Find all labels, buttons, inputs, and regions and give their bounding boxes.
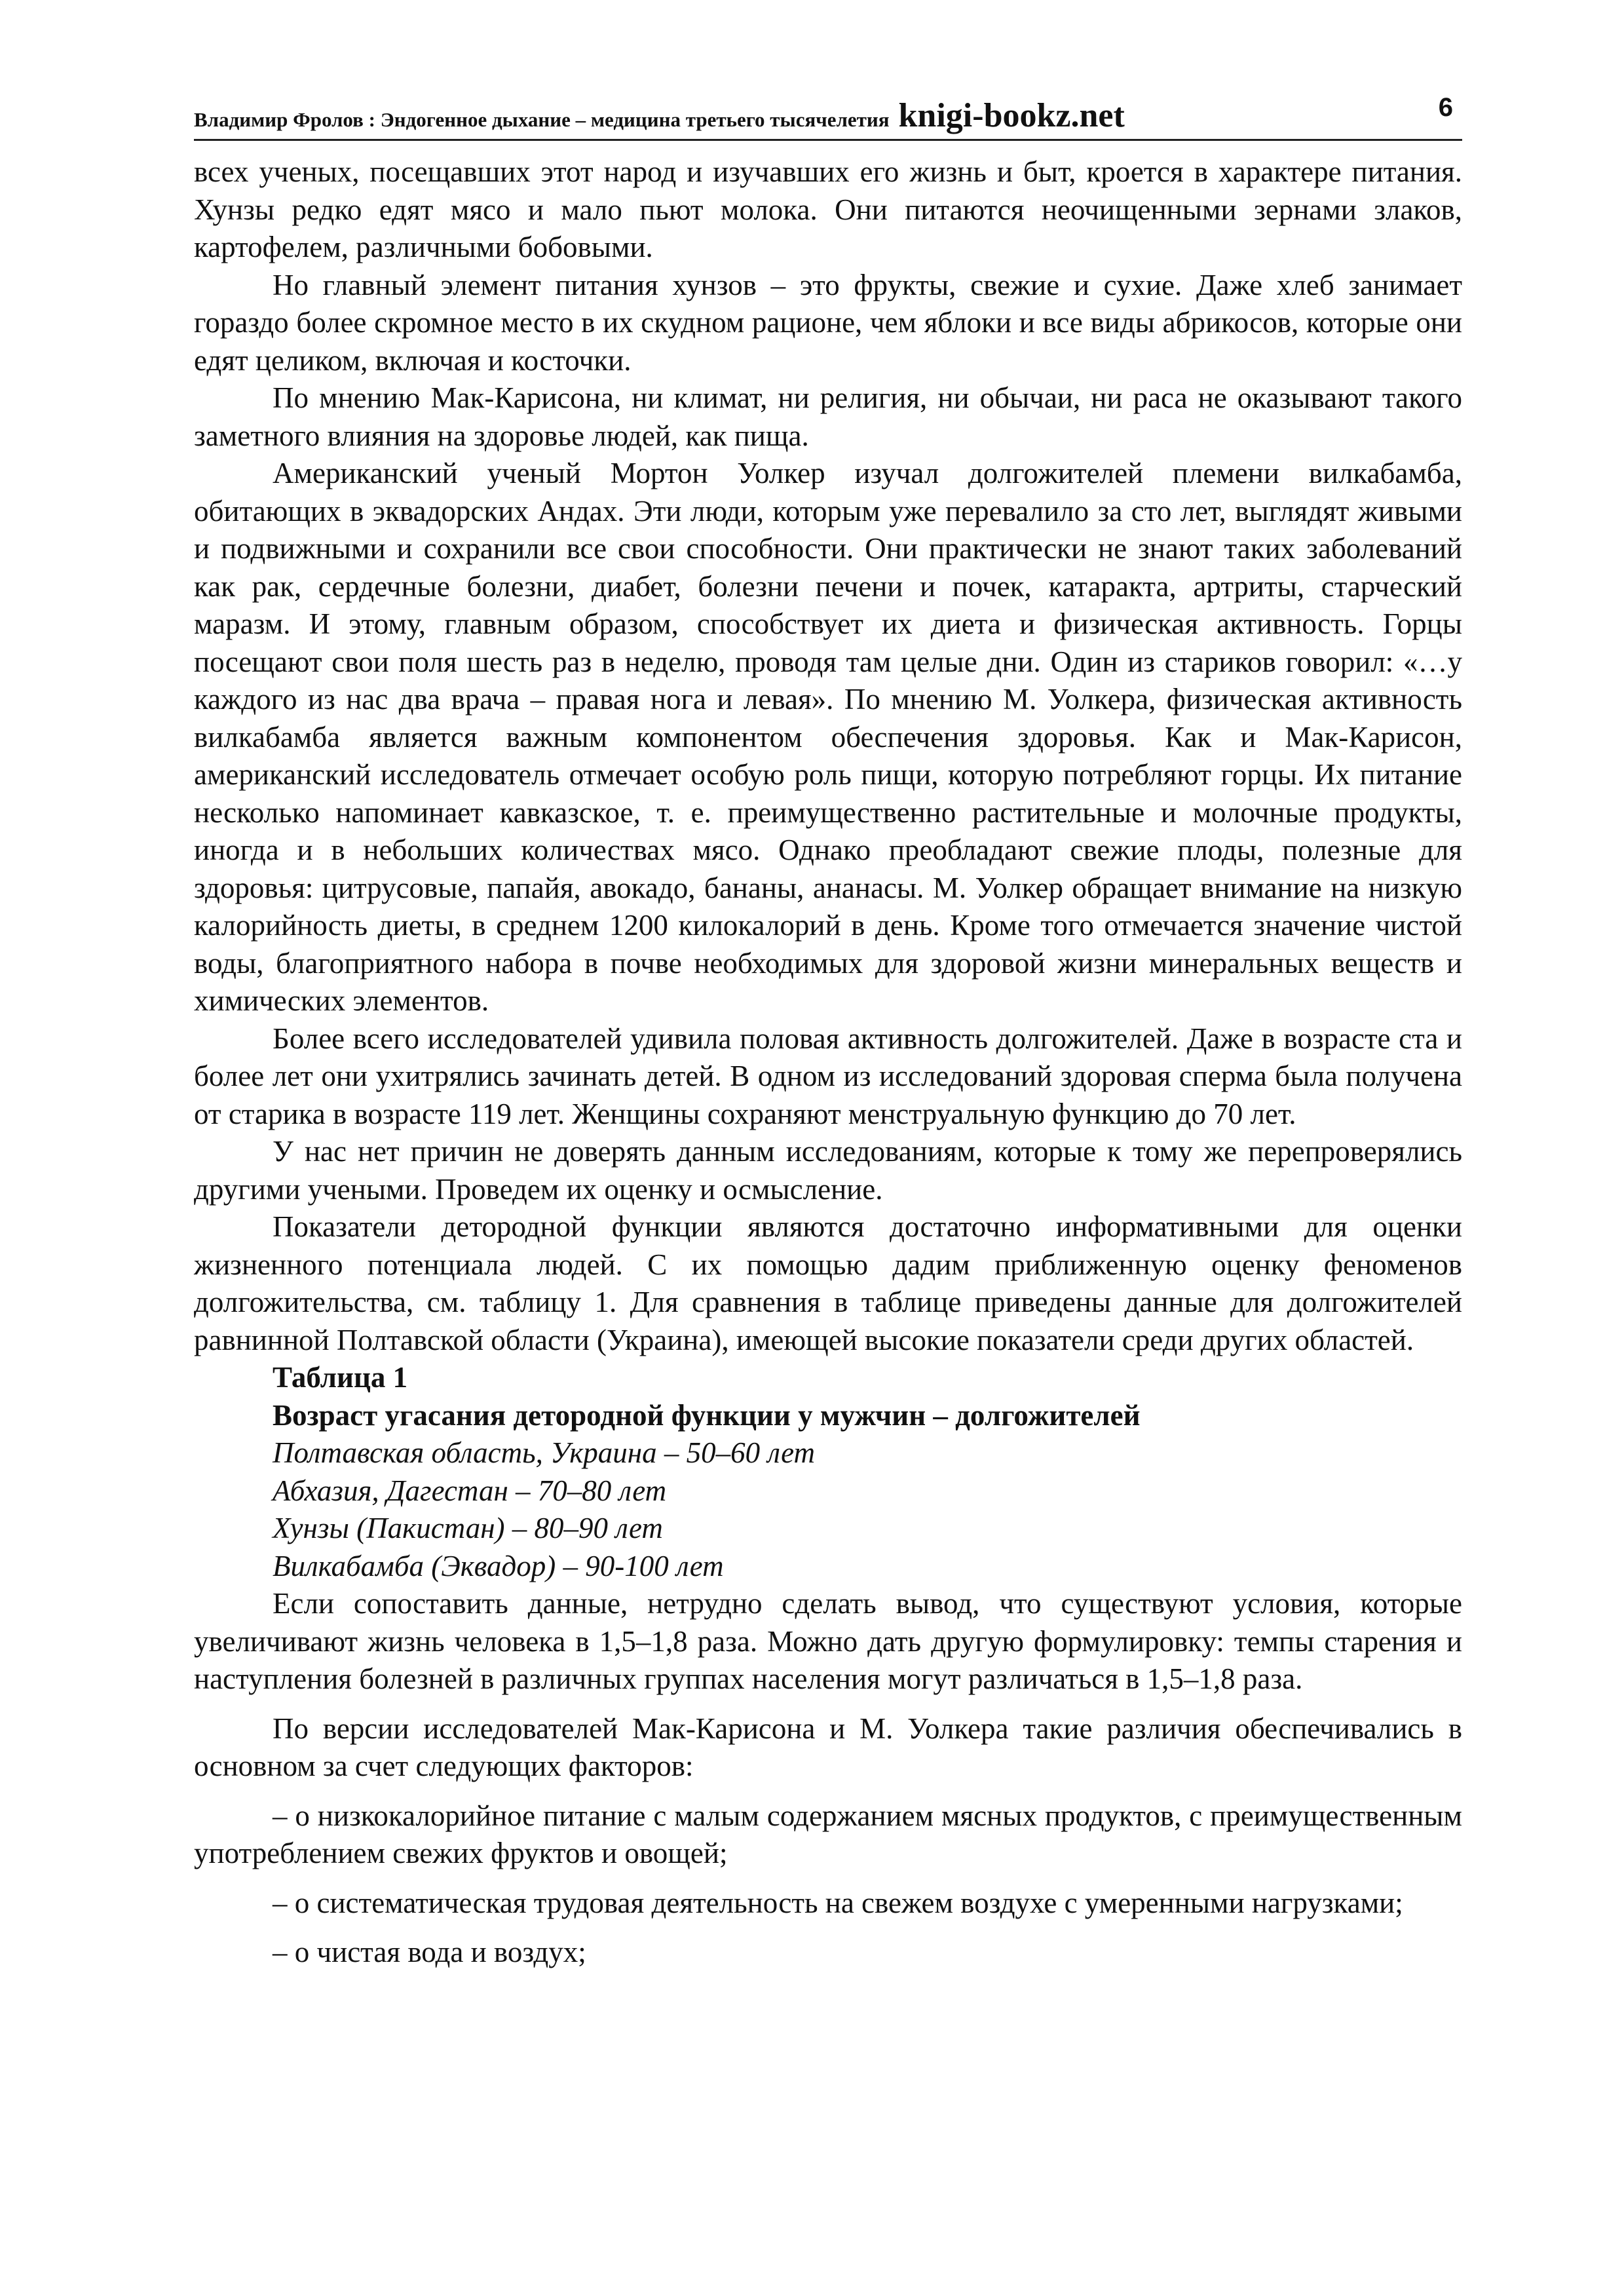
running-head-title: Владимир Фролов : Эндогенное дыхание – медицина третьего тысячелетия [194,108,890,131]
table-label: Таблица 1 [273,1361,408,1394]
table-row: Хунзы (Пакистан) – 80–90 лет [273,1512,663,1544]
paragraph-gap [194,1873,1462,1885]
paragraph: Показатели детородной функции являются достаточно информативными для оценки жизненного потенциала людей. С их помощью дадим приближенную оценку феноменов долгожительства, см. таблицу 1. Для сравнения в таблице приведены данные для долгожителей равнинной Полтавской области (Украина), имеющей высокие показатели среди других областей. [194,1210,1462,1356]
paragraph-gap [194,1922,1462,1934]
paragraph: По мнению Мак-Карисона, ни климат, ни религия, ни обычаи, ни раса не оказывают такого заметного влияния на здоровье людей, как пища. [194,381,1462,452]
list-item: – о низкокалорийное питание с малым содержанием мясных продуктов, с преимущественным употреблением свежих фруктов и овощей; [194,1799,1462,1869]
paragraph-gap [194,1786,1462,1797]
paragraph: Американский ученый Мортон Уолкер изучал долгожителей племени вилкабамба, обитающих в эквадорских Андах. Эти люди, которым уже перевалило за сто лет, выглядят живыми и подвижными и сохранили все свои способности. Они практически не знают таких заболеваний как рак, сердечные болезни, диабет, болезни печени и почек, катаракта, артриты, старческий маразм. И этому, главным образом, способствует их диета и физическая активность. Горцы посещают свои поля шесть раз в неделю, проводя там целые дни. Один из стариков говорил: «…у каждого из нас два врача – правая нога и левая». По мнению М. Уолкера, физическая активность вилкабамба является важным компонентом обеспечения здоровья. Как и Мак-Карисон, американский исследователь отмечает особую роль пищи, которую потребляют горцы. Их питание несколько напоминает кавказское, т. е. преимущественно растительные и молочные продукты, иногда и в небольших количествах мясо. Однако преобладают свежие плоды, полезные для здоровья: цитрусовые, папайя, авокадо, бананы, ананасы. М. Уолкер обращает внимание на низкую калорийность диеты, в среднем 1200 килокалорий в день. Кроме того отмечается значение чистой воды, благоприятного набора в почве необходимых для здоровой жизни минеральных веществ и химических элементов. [194,457,1462,1017]
page-number: 6 [1438,93,1453,122]
paragraph: Если сопоставить данные, нетрудно сделать вывод, что существуют условия, которые увеличивают жизнь человека в 1,5–1,8 раза. Можно дать другую формулировку: темпы старения и наступления болезней в различных группах населения могут различаться в 1,5–1,8 раза. [194,1587,1462,1695]
running-head [194,96,1125,135]
table-row: Полтавская область, Украина – 50–60 лет [273,1436,815,1469]
paragraph: По версии исследователей Мак-Карисона и М. Уолкера такие различия обеспечивались в основном за счет следующих факторов: [194,1712,1462,1782]
paragraph: Более всего исследователей удивила половая активность долгожителей. Даже в возрасте ста и более лет они ухитрялись зачинать детей. В одном из исследований здоровая сперма была получена от старика в возрасте 119 лет. Женщины сохраняют менструальную функцию до 70 лет. [194,1022,1462,1130]
table-1 [273,1359,1462,1585]
site-name: knigi-bookz.net [898,97,1125,134]
paragraph-gap [194,1698,1462,1710]
paragraph: всех ученых, посещавших этот народ и изучавших его жизнь и быт, кроется в характере питания. Хунзы редко едят мясо и мало пьют молока. Они питаются неочищенными зернами злаков, картофелем, различными бобовыми. [194,155,1462,263]
table-row: Вилкабамба (Эквадор) – 90-100 лет [273,1549,724,1582]
table-row: Абхазия, Дагестан – 70–80 лет [273,1474,667,1507]
list-item: – о чистая вода и воздух; [273,1936,586,1968]
document-body [194,153,1462,1972]
list-item: – о систематическая трудовая деятельность на свежем воздухе с умеренными нагрузками; [273,1886,1403,1919]
paragraph: У нас нет причин не доверять данным исследованиям, которые к тому же перепроверялись другими учеными. Проведем их оценку и осмысление. [194,1135,1462,1206]
page-header [194,86,1462,141]
paragraph: Но главный элемент питания хунзов – это фрукты, свежие и сухие. Даже хлеб занимает гораздо более скромное место в их скудном рационе, чем яблоки и все виды абрикосов, которые они едят целиком, включая и косточки. [194,268,1462,377]
table-title: Возраст угасания детородной функции у мужчин – долгожителей [273,1398,1141,1432]
